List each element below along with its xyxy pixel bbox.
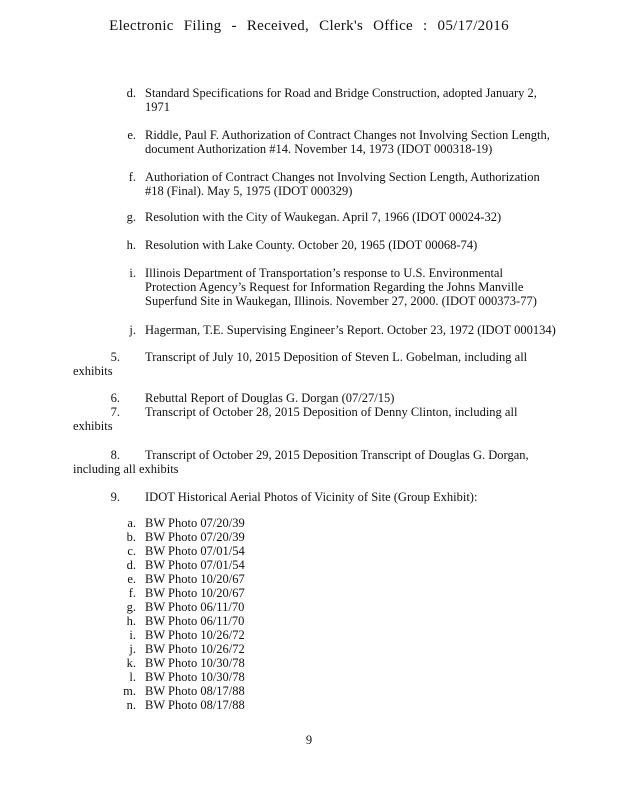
photo-text: BW Photo 10/26/72: [145, 628, 245, 642]
photo-label: j.: [129, 642, 136, 656]
photo-label: c.: [127, 544, 136, 558]
numbered-item: [0, 490, 618, 504]
item-text: [145, 128, 585, 156]
item-number: 8.: [110, 448, 120, 462]
photo-label: h.: [126, 614, 136, 628]
photo-text: BW Photo 10/20/67: [145, 586, 245, 600]
item-text: [145, 170, 585, 198]
numbered-item: [0, 350, 618, 378]
item-line: Transcript of July 10, 2015 Deposition of Steven L. Gobelman, including all: [145, 350, 528, 364]
item-number: 9.: [110, 490, 120, 504]
item-text: [73, 448, 573, 476]
item-text: [145, 210, 585, 224]
list-item: [0, 210, 618, 224]
item-line: Resolution with Lake County. October 20, 1965 (IDOT 00068-74): [145, 238, 478, 252]
page-number: 9: [305, 733, 313, 747]
item-label: e.: [127, 128, 136, 142]
item-line: Transcript of October 29, 2015 Deposition Transcript of Douglas G. Dorgan,: [145, 448, 529, 462]
photo-text: BW Photo 06/11/70: [145, 614, 245, 628]
item-line: #18 (Final). May 5, 1975 (IDOT 000329): [145, 184, 353, 198]
numbered-item: [0, 448, 618, 476]
photo-text: BW Photo 07/20/39: [145, 516, 245, 530]
photo-text: BW Photo 10/30/78: [145, 670, 245, 684]
photo-text: BW Photo 10/30/78: [145, 656, 245, 670]
photo-label: f.: [128, 586, 136, 600]
filing-header: Electronic Filing - Received, Clerk's Office : 05/17/2016: [109, 18, 509, 34]
item-label: i.: [129, 266, 136, 280]
item-text: [73, 391, 573, 405]
item-label: f.: [128, 170, 136, 184]
item-line: Illinois Department of Transportation’s response to U.S. Environmental: [145, 266, 503, 280]
item-line: including all exhibits: [73, 462, 179, 476]
item-number: 5.: [110, 350, 120, 364]
photo-label: n.: [126, 698, 136, 712]
item-line: exhibits: [73, 419, 113, 433]
photo-label: a.: [127, 516, 136, 530]
item-number: 7.: [110, 405, 120, 419]
photo-text: BW Photo 10/26/72: [145, 642, 245, 656]
photo-label: m.: [123, 684, 136, 698]
list-item: [0, 266, 618, 308]
item-line: Rebuttal Report of Douglas G. Dorgan (07/27/15): [145, 391, 395, 405]
item-line: Authoriation of Contract Changes not Involving Section Length, Authorization: [145, 170, 540, 184]
photo-text: BW Photo 06/11/70: [145, 600, 245, 614]
photo-label: i.: [129, 628, 136, 642]
item-line: Riddle, Paul F. Authorization of Contract Changes not Involving Section Length,: [145, 128, 550, 142]
photo-text: BW Photo 10/20/67: [145, 572, 245, 586]
photo-label: e.: [127, 572, 136, 586]
photo-label: g.: [126, 600, 136, 614]
item-number: 6.: [110, 391, 120, 405]
photo-label: b.: [126, 530, 136, 544]
item-text: [145, 266, 585, 308]
item-line: Standard Specifications for Road and Bridge Construction, adopted January 2,: [145, 86, 537, 100]
photo-label: k.: [126, 656, 136, 670]
item-line: Resolution with the City of Waukegan. April 7, 1966 (IDOT 00024-32): [145, 210, 502, 224]
item-text: [73, 405, 573, 433]
item-line: Protection Agency’s Request for Information Regarding the Johns Manville: [145, 280, 524, 294]
list-item: [0, 238, 618, 252]
item-line: Hagerman, T.E. Supervising Engineer’s Report. October 23, 1972 (IDOT 000134): [145, 323, 556, 337]
photo-text: BW Photo 08/17/88: [145, 698, 245, 712]
item-line: 1971: [145, 100, 170, 114]
numbered-item: [0, 391, 618, 405]
item-label: j.: [129, 323, 136, 337]
item-line: exhibits: [73, 364, 113, 378]
list-item: [0, 170, 618, 198]
item-line: Superfund Site in Waukegan, Illinois. November 27, 2000. (IDOT 000373-77): [145, 294, 537, 308]
list-item: [0, 128, 618, 156]
item-text: [145, 323, 585, 337]
photo-label: d.: [126, 558, 136, 572]
item-line: document Authorization #14. November 14, 1973 (IDOT 000318-19): [145, 142, 493, 156]
item-label: h.: [126, 238, 136, 252]
photo-text: BW Photo 07/20/39: [145, 530, 245, 544]
item-text: [145, 238, 585, 252]
list-item: [0, 86, 618, 114]
item-text: [145, 86, 585, 114]
item-line: IDOT Historical Aerial Photos of Vicinity of Site (Group Exhibit):: [145, 490, 478, 504]
list-item: [0, 323, 618, 337]
item-text: [73, 490, 573, 504]
photo-text: BW Photo 07/01/54: [145, 558, 245, 572]
item-label: g.: [126, 210, 136, 224]
numbered-item: [0, 405, 618, 433]
item-text: [73, 350, 573, 378]
photo-text: BW Photo 08/17/88: [145, 684, 245, 698]
photo-text: BW Photo 07/01/54: [145, 544, 245, 558]
item-line: Transcript of October 28, 2015 Deposition of Denny Clinton, including all: [145, 405, 518, 419]
photo-label: l.: [129, 670, 136, 684]
item-label: d.: [126, 86, 136, 100]
